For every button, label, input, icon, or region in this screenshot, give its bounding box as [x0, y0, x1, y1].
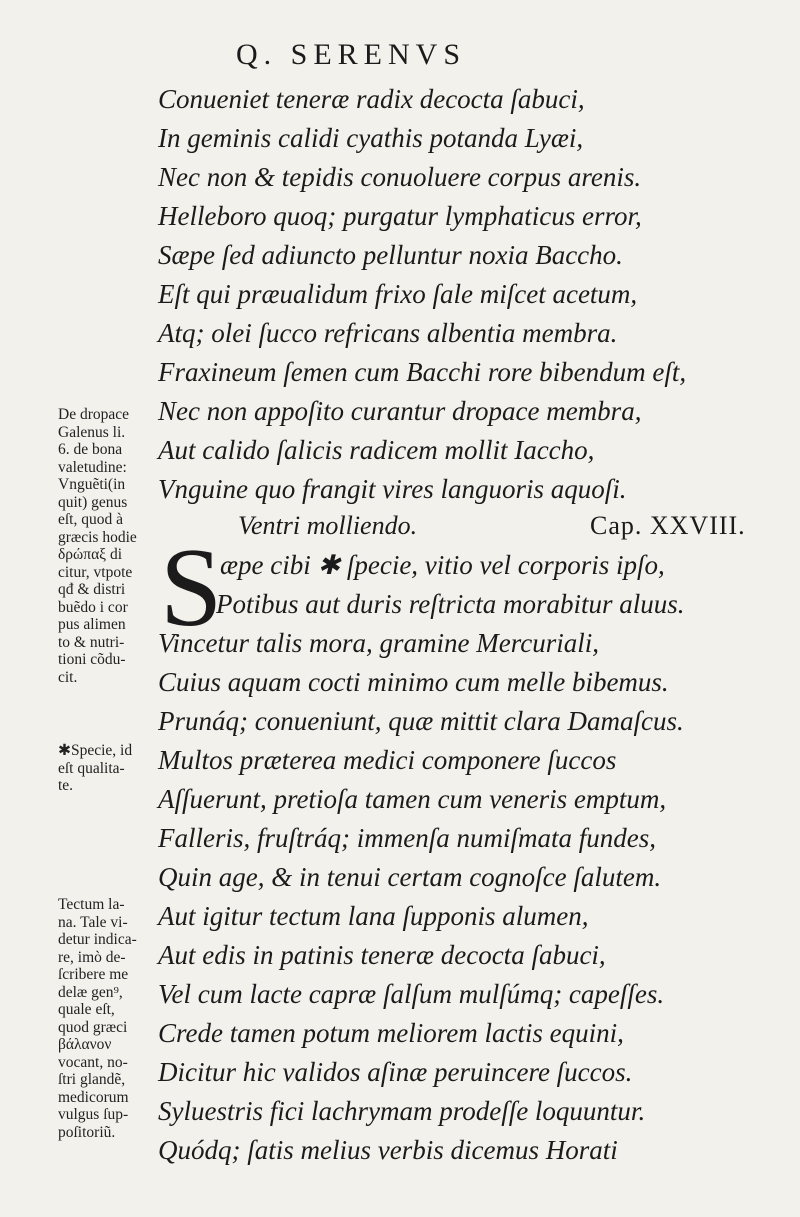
- margin-line: to & nutri-: [58, 633, 125, 651]
- verse-line: Potibus aut duris reſtricta morabitur aluus.: [216, 589, 685, 619]
- margin-line: ✱Specie, id: [58, 742, 133, 759]
- margin-line: qđ & distri: [58, 581, 126, 598]
- margin-note-tectum: [58, 896, 154, 1141]
- margin-line: detur indica-: [58, 931, 137, 948]
- margin-line: δρώπαξ di: [58, 546, 123, 563]
- verse-line: Prunáq; conueniunt, quæ mittit clara Damaſcus.: [158, 706, 684, 736]
- verse-line: Conueniet teneræ radix decocta ſabuci,: [158, 84, 585, 114]
- verse-line: Atq; olei ſucco refricans albentia membra.: [158, 318, 618, 348]
- drop-cap: S: [160, 526, 223, 650]
- margin-line: poſitoriũ.: [58, 1123, 116, 1141]
- margin-line: quit) genus: [58, 493, 128, 511]
- margin-line: citur, vtpote: [58, 563, 133, 581]
- margin-line: buẽdo i cor: [58, 598, 128, 616]
- margin-line: eſt, quod à: [58, 511, 123, 528]
- margin-line: Galenus li.: [58, 423, 126, 441]
- verse-line: In geminis calidi cyathis potanda Lyæi,: [158, 123, 584, 153]
- margin-line: βάλανον: [58, 1036, 112, 1053]
- verse-line: Aut igitur tectum lana ſupponis alumen,: [158, 901, 589, 931]
- verse-line: Eſt qui præualidum frixo ſale miſcet acetum,: [158, 279, 638, 309]
- margin-line: te.: [58, 777, 74, 794]
- verse-line: Fraxineum ſemen cum Bacchi rore bibendum eſt,: [158, 357, 687, 387]
- running-header: Q. SERENVS: [236, 38, 467, 71]
- margin-line: ſtri glandẽ,: [58, 1071, 126, 1088]
- verse-line: Crede tamen potum meliorem lactis equini,: [158, 1018, 624, 1048]
- margin-line: vulgus ſup-: [58, 1106, 129, 1123]
- verse-line: Nec non appoſito curantur dropace membra,: [158, 396, 642, 426]
- verse-line: Vnguine quo frangit vires languoris aquoſi.: [158, 474, 627, 504]
- margin-line: eſt qualita-: [58, 759, 125, 777]
- chapter-number: Cap. XXVIII.: [590, 511, 746, 540]
- margin-line: valetudine:: [58, 458, 127, 476]
- margin-line: na. Tale vi-: [58, 913, 128, 931]
- chapter-title: Ventri molliendo.: [238, 511, 418, 540]
- margin-line: pus alimen: [58, 616, 126, 633]
- verse-line: Cuius aquam cocti minimo cum melle bibemus.: [158, 667, 669, 697]
- margin-line: Tectum la-: [58, 896, 125, 913]
- margin-line: medicorum: [58, 1088, 129, 1106]
- margin-line: re, imò de-: [58, 948, 126, 966]
- margin-line: tioni cõdu-: [58, 651, 126, 668]
- verse-line: Nec non & tepidis conuoluere corpus arenis.: [158, 162, 642, 192]
- verse-line: Quódq; ſatis melius verbis dicemus Horati: [158, 1135, 618, 1165]
- verse-line: Aut calido ſalicis radicem mollit Iaccho,: [158, 435, 595, 465]
- margin-note-dropace: [58, 406, 154, 686]
- margin-line: quale eſt,: [58, 1001, 115, 1018]
- verse-line: Vel cum lacte capræ ſalſum mulſúmq; capeſſes.: [158, 979, 665, 1009]
- verse-line: Aut edis in patinis teneræ decocta ſabuci,: [158, 940, 606, 970]
- verse-line: æpe cibi ✱ ſpecie, vitio vel corporis ipſo,: [220, 550, 665, 580]
- margin-note-specie: [58, 742, 154, 795]
- margin-line: cit.: [58, 668, 78, 686]
- margin-line: ſcribere me: [58, 966, 129, 983]
- verse-line: Helleboro quoq; purgatur lymphaticus error,: [158, 201, 642, 231]
- margin-line: vocant, no-: [58, 1053, 128, 1071]
- verse-line: Falleris, fruſtráq; immenſa numiſmata fundes,: [158, 823, 656, 853]
- margin-line: De dropace: [58, 406, 129, 423]
- margin-line: Vnguẽti(in: [58, 476, 126, 493]
- margin-line: delæ gen⁹,: [58, 983, 123, 1001]
- verse-line: Multos præterea medici componere ſuccos: [158, 745, 617, 775]
- verse-line: Aſſuerunt, pretioſa tamen cum veneris emptum,: [158, 784, 667, 814]
- verse-line: Vincetur talis mora, gramine Mercuriali,: [158, 628, 599, 658]
- margin-line: 6. de bona: [58, 441, 123, 458]
- verse-line: Syluestris fici lachrymam prodeſſe loquuntur.: [158, 1096, 646, 1126]
- margin-line: quod græci: [58, 1018, 128, 1036]
- verse-line: Quin age, & in tenui certam cognoſce ſalutem.: [158, 862, 662, 892]
- margin-line: græcis hodie: [58, 528, 137, 546]
- verse-line: Sæpe ſed adiuncto pelluntur noxia Baccho.: [158, 240, 623, 270]
- verse-line: Dicitur hic validos aſinæ peruincere ſuccos.: [158, 1057, 633, 1087]
